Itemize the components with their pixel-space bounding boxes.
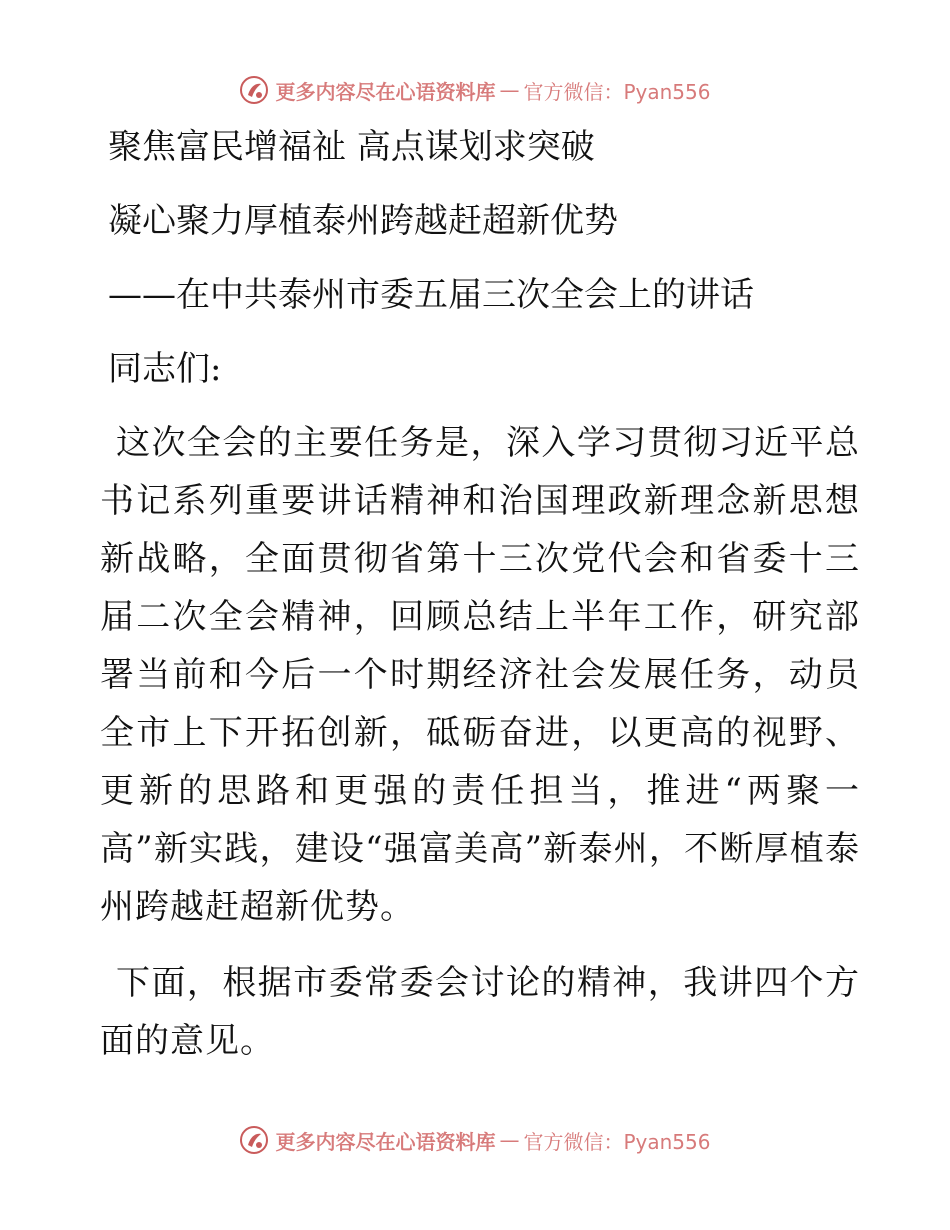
watermark-sub-text: 官方微信：Pyan556 [523,1129,711,1154]
title-line-2: 凝心聚力厚植泰州跨越赶超新优势 [108,201,618,241]
document-subtitle: ——在中共泰州市委五届三次全会上的讲话 [108,275,754,315]
paragraph-1: 这次全会的主要任务是，深入学习贯彻习近平总书记系列重要讲话精神和治国理政新理念新思想新战略，全面贯彻省第十三次党代会和省委十三届二次全会精神，回顾总结上半年工作，研究部署当前和今后一个时期经济社会发展任务，动员全市上下开拓创新，砥砺奋进，以更高的视野、更新的思路和更强的责任担当，推进“两聚一高”新实践，建设“强富美高”新泰州，不断厚植泰州跨越赶超新优势。 [100,423,860,927]
watermark-footer [0,1120,950,1160]
watermark-main-text: 更多内容尽在心语资料库 [275,1129,496,1154]
watermark-logo-icon [239,75,269,105]
paragraph-2: 下面，根据市委常委会讨论的精神，我讲四个方面的意见。 [100,963,860,1061]
watermark-separator: — [499,78,520,102]
watermark-logo-icon [239,1125,269,1155]
watermark-header [0,70,950,110]
document-body [100,120,860,1088]
salutation: 同志们: [108,349,222,389]
title-line-1: 聚焦富民增福祉 高点谋划求突破 [108,127,595,167]
watermark-main-text: 更多内容尽在心语资料库 [275,79,496,104]
watermark-sub-text: 官方微信：Pyan556 [523,79,711,104]
watermark-separator: — [499,1128,520,1152]
